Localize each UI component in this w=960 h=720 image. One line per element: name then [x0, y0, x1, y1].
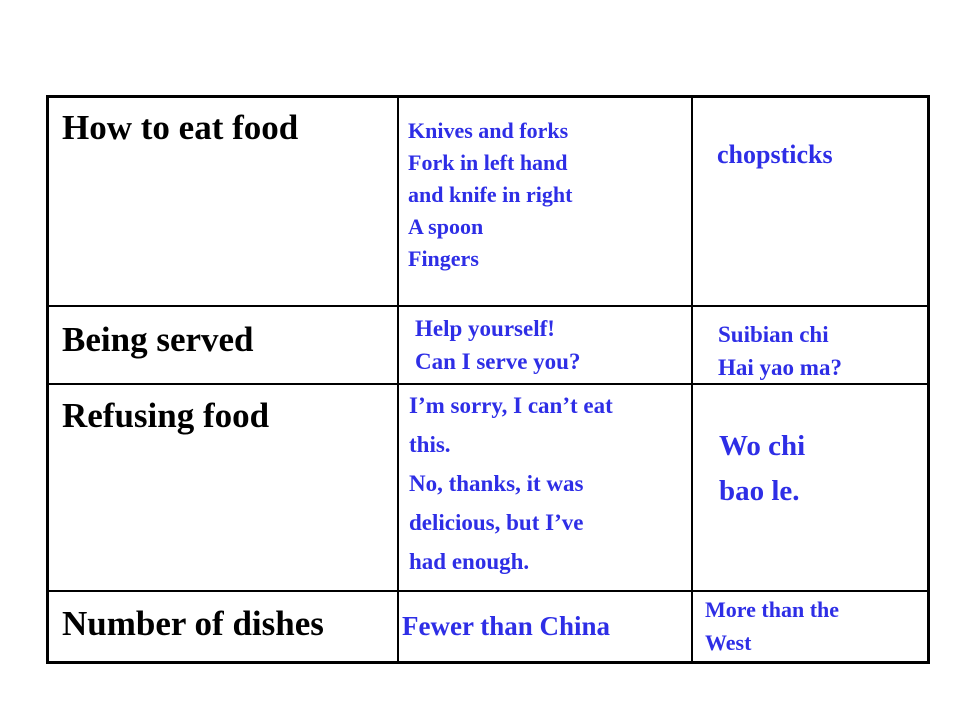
cell-line: Fewer than China [402, 611, 611, 641]
table-border-bottom [46, 661, 930, 664]
row-label-number-of-dishes [62, 604, 324, 644]
row-divider-3 [46, 590, 930, 592]
cell-line: I’m sorry, I can’t eat [409, 393, 613, 418]
cell-line: delicious, but I’ve [409, 510, 584, 535]
china-cell-refusing-food [719, 424, 805, 514]
row-label-text: Being served [62, 320, 254, 359]
table-border-left [46, 95, 49, 664]
west-cell-number-of-dishes [402, 609, 610, 643]
cell-line: Fork in left hand [408, 150, 568, 175]
cell-line: Hai yao ma? [718, 355, 842, 380]
cell-line: West [705, 630, 752, 655]
west-cell-how-to-eat [408, 115, 572, 275]
row-label-text: Refusing food [62, 396, 270, 435]
row-divider-1 [46, 305, 930, 307]
cell-line: Can I serve you? [415, 349, 581, 374]
cell-line: and knife in right [408, 182, 573, 207]
row-label-text: Number of dishes [62, 604, 324, 643]
west-cell-refusing-food [409, 386, 613, 581]
cell-line: chopsticks [717, 140, 833, 169]
column-divider-2 [691, 95, 693, 664]
west-cell-being-served [415, 312, 580, 378]
table-border-right [927, 95, 930, 664]
cell-line: Fingers [408, 246, 479, 271]
china-cell-being-served [718, 318, 842, 384]
row-label-text: How to eat food [62, 108, 299, 147]
cell-line: More than the [705, 597, 840, 622]
cell-line: No, thanks, it was [409, 471, 584, 496]
row-label-refusing-food [62, 396, 269, 436]
row-label-being-served [62, 320, 254, 360]
cell-line: Help yourself! [415, 316, 555, 341]
china-cell-how-to-eat [717, 140, 833, 170]
table-border-top [46, 95, 930, 98]
cell-line: Wo chi [719, 430, 806, 462]
cell-line: Suibian chi [718, 322, 829, 347]
cell-line: bao le. [719, 475, 800, 507]
cell-line: had enough. [409, 549, 530, 574]
column-divider-1 [397, 95, 399, 664]
cell-line: A spoon [408, 214, 484, 239]
cell-line: Knives and forks [408, 118, 569, 143]
china-cell-number-of-dishes [705, 593, 839, 659]
row-label-how-to-eat [62, 108, 298, 148]
cell-line: this. [409, 432, 451, 457]
